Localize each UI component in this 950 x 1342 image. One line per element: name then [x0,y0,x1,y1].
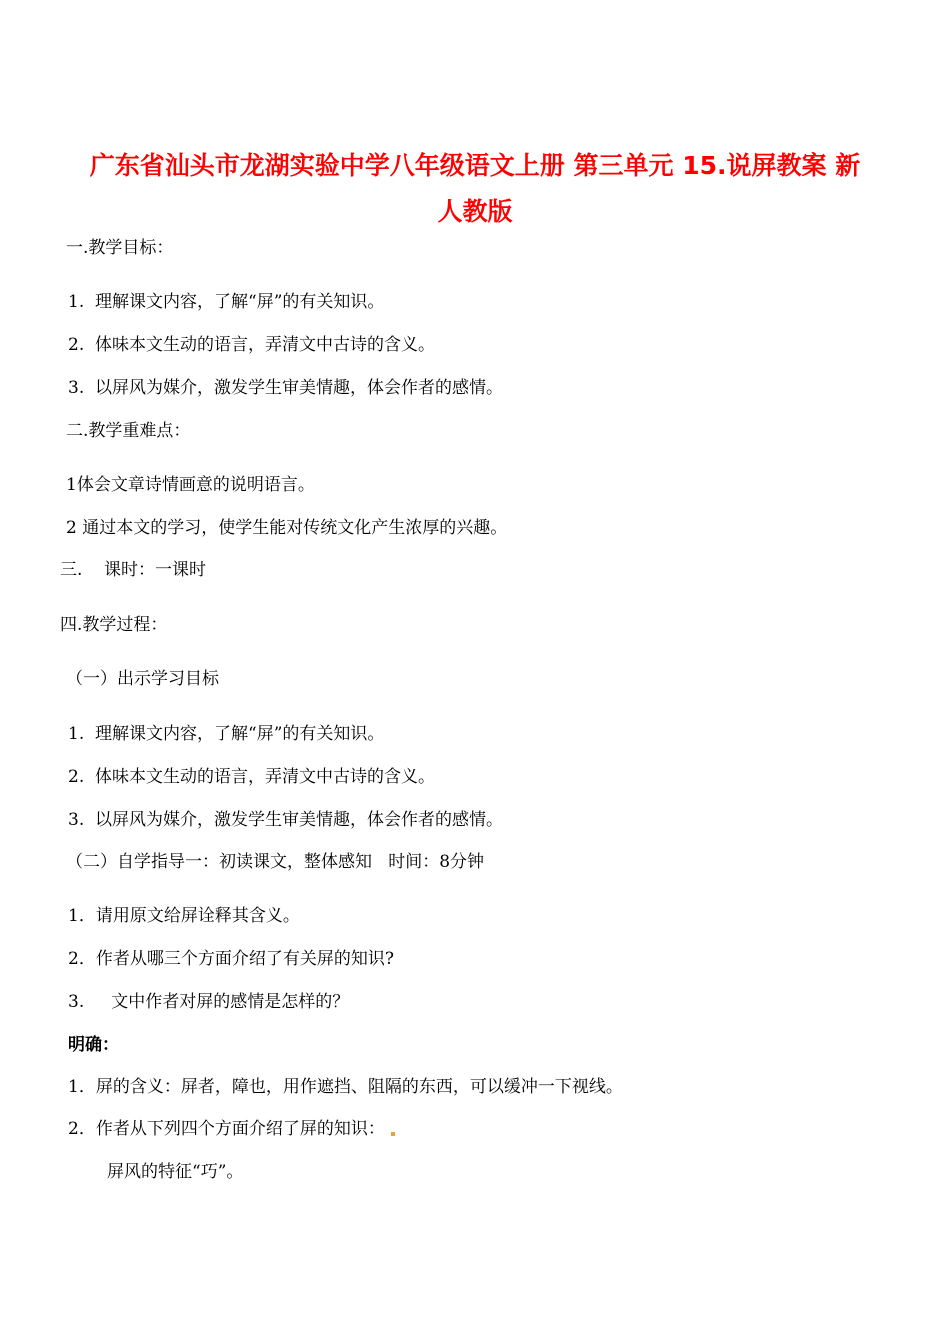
title-line-1: 广东省汕头市龙湖实验中学八年级语文上册 第三单元 15.说屏教案 新 [89,151,861,180]
title-line-2: 人教版 [437,197,513,226]
step1-heading: （一）出示学习目标 [66,669,219,689]
marker-dot [391,1132,395,1136]
step2-question-1: 1．请用原文给屏诠释其含义。 [68,906,300,926]
key-point-item-2: 2 通过本文的学习，使学生能对传统文化产生浓厚的兴趣。 [66,518,508,538]
objectives-heading: 一.教学目标： [66,238,174,258]
step2-question-3: 3. 文中作者对屏的感情是怎样的？ [68,992,350,1012]
document-title [60,143,890,235]
objective-item-1: 1. 理解课文内容，了解“屏”的有关知识。 [68,292,385,312]
objective-item-2: 2. 体味本文生动的语言，弄清文中古诗的含义。 [68,335,436,355]
clarify-heading: 明确： [68,1035,119,1055]
clarify-item-3: 屏风的特征“巧”。 [107,1162,244,1182]
clarify-item-2-row [68,1117,395,1141]
objective-item-3: 3. 以屏风为媒介，激发学生审美情趣，体会作者的感情。 [68,378,504,398]
process-heading: 四.教学过程： [60,615,168,635]
step2-question-2: 2．作者从哪三个方面介绍了有关屏的知识? [68,949,394,969]
key-points-heading: 二.教学重难点： [66,421,191,441]
step1-item-1: 1. 理解课文内容，了解“屏”的有关知识。 [68,724,385,744]
clarify-item-1: 1．屏的含义：屏者，障也，用作遮挡、阻隔的东西，可以缓冲一下视线。 [68,1077,623,1097]
class-hours: 三. 课时：一课时 [60,560,207,580]
step2-heading: （二）自学指导一：初读课文，整体感知 时间：8分钟 [66,852,485,872]
clarify-item-2: 2．作者从下列四个方面介绍了屏的知识： [68,1119,385,1139]
step1-item-3: 3. 以屏风为媒介，激发学生审美情趣，体会作者的感情。 [68,810,504,830]
step1-item-2: 2. 体味本文生动的语言，弄清文中古诗的含义。 [68,767,436,787]
key-point-item-1: 1体会文章诗情画意的说明语言。 [66,475,315,495]
